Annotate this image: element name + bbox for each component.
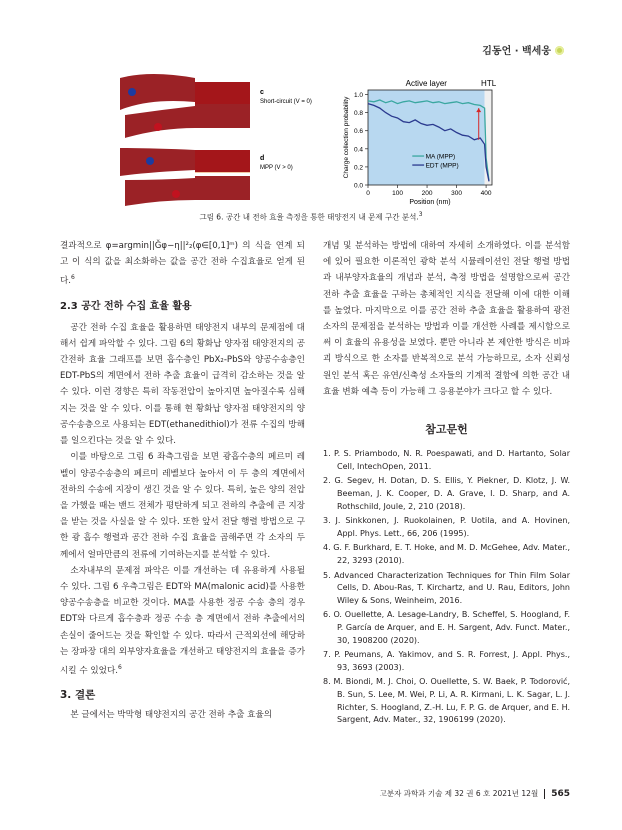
figure-6 <box>0 0 622 230</box>
collection-probability-chart <box>343 79 497 206</box>
x-axis-label: Position (nm) <box>409 199 451 206</box>
band-mid-top <box>195 82 250 104</box>
panel-d-label: d <box>260 155 265 162</box>
band-mid-bottom-d <box>195 176 250 200</box>
y-tick-label: 1.0 <box>353 92 363 100</box>
section-heading-3: 3. 결론 <box>60 689 96 701</box>
x-tick-label: 300 <box>451 190 463 197</box>
hole-icon <box>154 123 162 131</box>
y-tick-label: 0.8 <box>353 110 363 118</box>
x-tick-label: 200 <box>421 190 433 197</box>
region-label-active: Active layer <box>405 79 447 88</box>
figure-caption: 그림 6. 공간 내 전하 효율 측정을 통한 태양전지 내 문제 구간 분석.$^3$ <box>199 211 423 222</box>
band-left-bottom <box>125 106 195 138</box>
reference-list <box>323 448 570 726</box>
page-number: 565 <box>544 789 570 799</box>
reference-item: 3. J. Sinkkonen, J. Ruokolainen, P. Uotila, and A. Hovinen, Appl. Phys. Lett., 66, 206 (1995). <box>323 516 570 538</box>
band-diagram-d <box>120 148 293 206</box>
author-header: 김동언 · 백세웅 <box>482 42 564 57</box>
reference-item: 2. G. Segev, H. Dotan, D. S. Ellis, Y. Piekner, D. Klotz, J. W. Beeman, J. K. Cooper, D. A. Grave, I. D. Sharp, and A. Rothschild, Joule, 2, 210 (2018). <box>323 476 570 511</box>
panel-c-text: Short-circuit (V = 0) <box>260 99 312 105</box>
paragraph: 이를 바탕으로 그림 6 좌측그림을 보면 광흡수층의 페르미 레벨이 양공수송층의 페르미 레벨보다 높아서 이 두 층의 계면에서 전하의 수송에 지장이 생긴 것을 알 수 있다. 특히, 높은 양의 전압을 가했을 때는 밴드 전체가 평탄하게 되고 전하의 추출에 큰 지장을 받는 것을 사실을 알 수 있다. 또한 앞서 전달 행렬 방법으로 구한 광 흡수 행렬과 공간 전하 수집 효율을 곱해주면 각 소자의 두께에서 얼마만큼의 전류에 기여하는지를 분석할 수 있다. <box>60 452 305 560</box>
y-axis-label: Charge collection probability <box>343 96 350 179</box>
x-tick-label: 0 <box>366 190 370 197</box>
band-mid-top-d <box>195 150 250 172</box>
page-footer: 고분자 과학과 기술 제 32 권 6 호 2021년 12월 565 <box>379 789 570 799</box>
band-left-top-d <box>120 148 195 176</box>
y-tick-label: 0.4 <box>353 146 363 154</box>
electron-icon <box>128 88 136 96</box>
active-layer-region <box>368 90 485 185</box>
electron-icon <box>146 157 154 165</box>
references-title: 참고문헌 <box>425 423 468 437</box>
band-diagram-c <box>120 74 312 138</box>
band-mid-bottom <box>195 104 250 128</box>
reference-item: 1. P. S. Priambodo, N. R. Poespawati, and D. Hartanto, Solar Cell, IntechOpen, 2011. <box>323 449 570 471</box>
paragraph: 공간 전하 수집 효율을 활용하면 태양전지 내부의 문제점에 대해서 쉽게 파악할 수 있다. 그림 6의 황화납 양자점 태양전지의 공간전하 효율 그래프를 보면 흡수층인 PbX₂-PbS와 양공수송층인 EDT-PbS의 계면에서 전하 추출 효율이 급격히 감소하는 것을 알 수 있다. 이런 경향은 특히 작동전압이 높아지면 높아질수록 심해지는 것을 알 수 있다. 이를 통해 현 황화납 양자점 태양전지의 양공수송층으로 사용되는 EDT(ethanedithiol)가 전류 수집의 방해를 일으킨다는 것을 알 수 있다. <box>60 322 305 447</box>
section-heading-2-3: 2.3 공간 전하 수집 효율 활용 <box>60 301 192 313</box>
reference-item: 4. G. F. Burkhard, E. T. Hoke, and M. D. McGehee, Adv. Mater., 22, 3293 (2010). <box>323 543 570 565</box>
reference-item: 8. M. Biondi, M. J. Choi, O. Ouellette, S. W. Baek, P. Todorović, B. Sun, S. Lee, M. Wei, P. Li, A. R. Kirmani, L. K. Sagar, L. J. Richter, S. Hoogland, Z.-H. Lu, F. P. G. de Arquer, and E. H. Sargent, Adv. Mater., 32, 1906199 (2020). <box>323 677 570 725</box>
panel-c-label: c <box>260 89 264 96</box>
hole-icon <box>172 190 180 198</box>
paragraph: 소자내부의 문제점 파악은 이를 개선하는 데 유용하게 사용될 수 있다. 그림 6 우측그림은 EDT와 MA(malonic acid)를 사용한 양공수송층을 비교한 것이다. MA를 사용한 정공 수송 층의 경우 EDT와 다르게 흡수층과 정공 수송 층 계면에서 전하 추출에서의 손실이 줄어드는 것을 확인할 수 있다. 따라서 근적외선에 해당하는 장파장 대의 외부양자효율을 개선하고 태양전지의 효율을 증가시킬 수 있었다.$^6$ <box>60 565 305 676</box>
legend-label: EDT (MPP) <box>425 162 459 170</box>
y-tick-label: 0.0 <box>353 182 363 190</box>
paragraph: 개념 및 분석하는 방법에 대하여 자세히 소개하였다. 이를 분석함에 있어 필요한 이론적인 광학 분석 시뮬레이션인 전달 행렬 방법과 내부양자효율의 개념과 분석, 측정 방법을 설명함으로써 공간 전하 추출 효율을 구하는 총체적인 지식을 전달해 이에 대한 이해를 높였다. 마지막으로 이를 공간 전하 추출 효율을 활용하여 광전 소자의 문제점을 분석하는 방법과 이를 개선한 사례를 제시함으로써 이 효율의 유용성을 보였다. 뿐만 아니라 본 제안한 방식은 비파괴 방식으로 한 소자를 반복적으로 분석 가능하므로, 소자 신뢰성 원인 분석 혹은 유연/신축성 소자들의 기계적 결함에 의한 공간 내 효율 변화 예측 등이 가능해 그 응용분야가 크다고 할 수 있다. <box>323 241 570 397</box>
panel-d-text: MPP (V > 0) <box>260 165 293 171</box>
x-tick-label: 100 <box>392 190 403 197</box>
band-left-bottom-d <box>125 178 195 206</box>
paragraph: 본 글에서는 박막형 태양전지의 공간 전하 추출 효율의 <box>70 710 273 721</box>
left-column <box>60 238 305 723</box>
reference-item: 7. P. Peumans, A. Yakimov, and S. R. Forrest, J. Appl. Phys., 93, 3693 (2003). <box>323 650 570 672</box>
right-column <box>323 238 570 729</box>
legend-label: MA (MPP) <box>425 153 456 161</box>
paragraph: 결과적으로 φ=argmin||Ğφ−η||²₂(φ∈[0,1]ᵐ) 의 식을 연계 되고 이 식의 값을 최소화하는 값을 공간 전하 수집효율로 얻게 된다.$^6$ <box>60 241 305 287</box>
y-tick-label: 0.2 <box>353 164 363 172</box>
y-tick-label: 0.6 <box>353 128 363 136</box>
reference-item: 6. O. Ouellette, A. Lesage-Landry, B. Scheffel, S. Hoogland, F. P. García de Arquer, and E. H. Sargent, Adv. Funct. Mater., 30, 1908200 (2020). <box>323 610 570 645</box>
region-label-htl: HTL <box>481 79 497 88</box>
reference-item: 5. Advanced Characterization Techniques for Thin Film Solar Cells, D. Abou-Ras, T. Kirchartz, and U. Rau, Editors, John Wiley & Sons, Weinheim, 2016. <box>323 570 570 605</box>
x-tick-label: 400 <box>480 190 492 197</box>
